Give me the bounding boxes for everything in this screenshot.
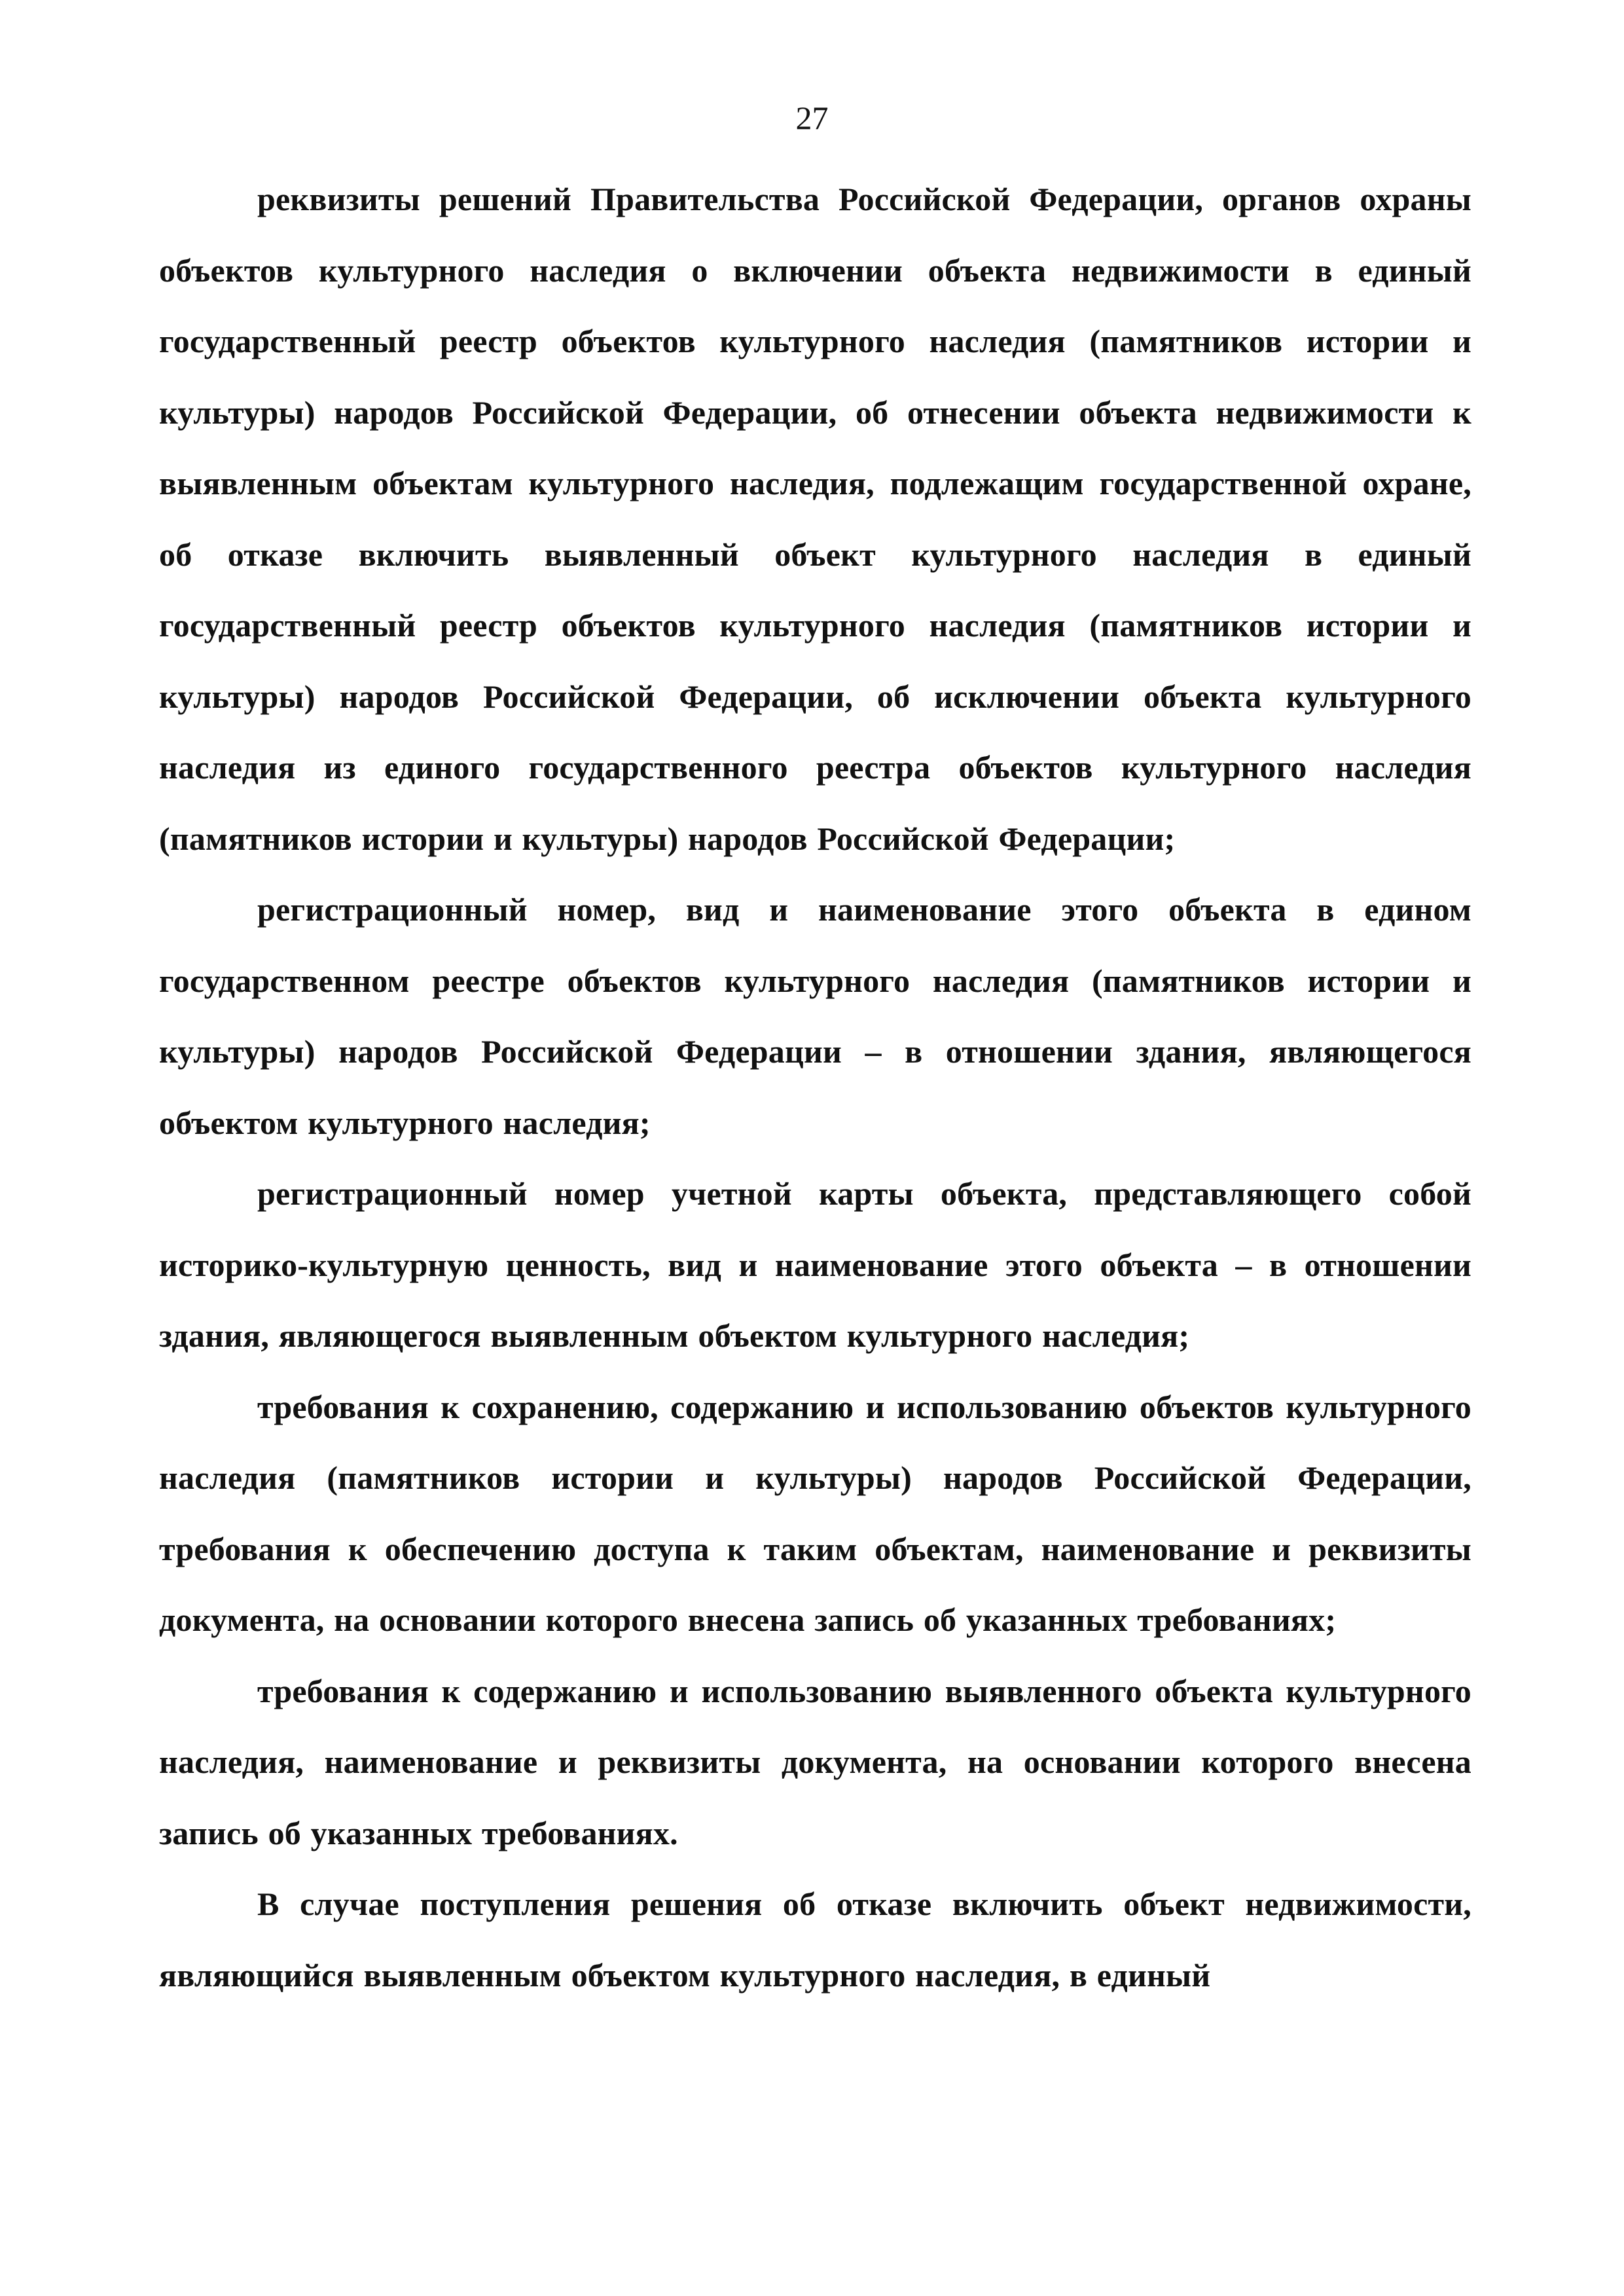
paragraph-registration-number-record-card: регистрационный номер учетной карты объекта, представляющего собой историко-культурную ценность, вид и наименование этого объекта – в отношении здания, являющегося выявленным объектом культурного наследия; xyxy=(159,1175,1471,1354)
paragraph-refusal-decision: В случае поступления решения об отказе включить объект недвижимости, являющийся выявленным объектом культурного наследия, в единый xyxy=(159,1886,1471,1994)
paragraph-registration-number-object: регистрационный номер, вид и наименование этого объекта в едином государственном реестре объектов культурного наследия (памятников истории и культуры) народов Российской Федерации – в отношении здания, являющегося объектом культурного наследия; xyxy=(159,891,1471,1141)
page-number: 27 xyxy=(795,100,829,136)
document-body xyxy=(159,164,1471,2011)
paragraph-usage-requirements: требования к содержанию и использованию выявленного объекта культурного наследия, наименование и реквизиты документа, на основании которого внесена запись об указанных требованиях. xyxy=(159,1672,1471,1851)
paragraph-preservation-requirements: требования к сохранению, содержанию и использованию объектов культурного наследия (памятников истории и культуры) народов Российской Федерации, требования к обеспечению доступа к таким объектам, наименование и реквизиты документа, на основании которого внесена запись об указанных требованиях; xyxy=(159,1388,1471,1638)
paragraph-requisites-of-decisions: реквизиты решений Правительства Российской Федерации, органов охраны объектов культурного наследия о включении объекта недвижимости в единый государственный реестр объектов культурного наследия (памятников истории и культуры) народов Российской Федерации, об отнесении объекта недвижимости к выявленным объектам культурного наследия, подлежащим государственной охране, об отказе включить выявленный объект культурного наследия в единый государственный реестр объектов культурного наследия (памятников истории и культуры) народов Российской Федерации, об исключении объекта культурного наследия из единого государственного реестра объектов культурного наследия (памятников истории и культуры) народов Российской Федерации; xyxy=(159,181,1471,857)
